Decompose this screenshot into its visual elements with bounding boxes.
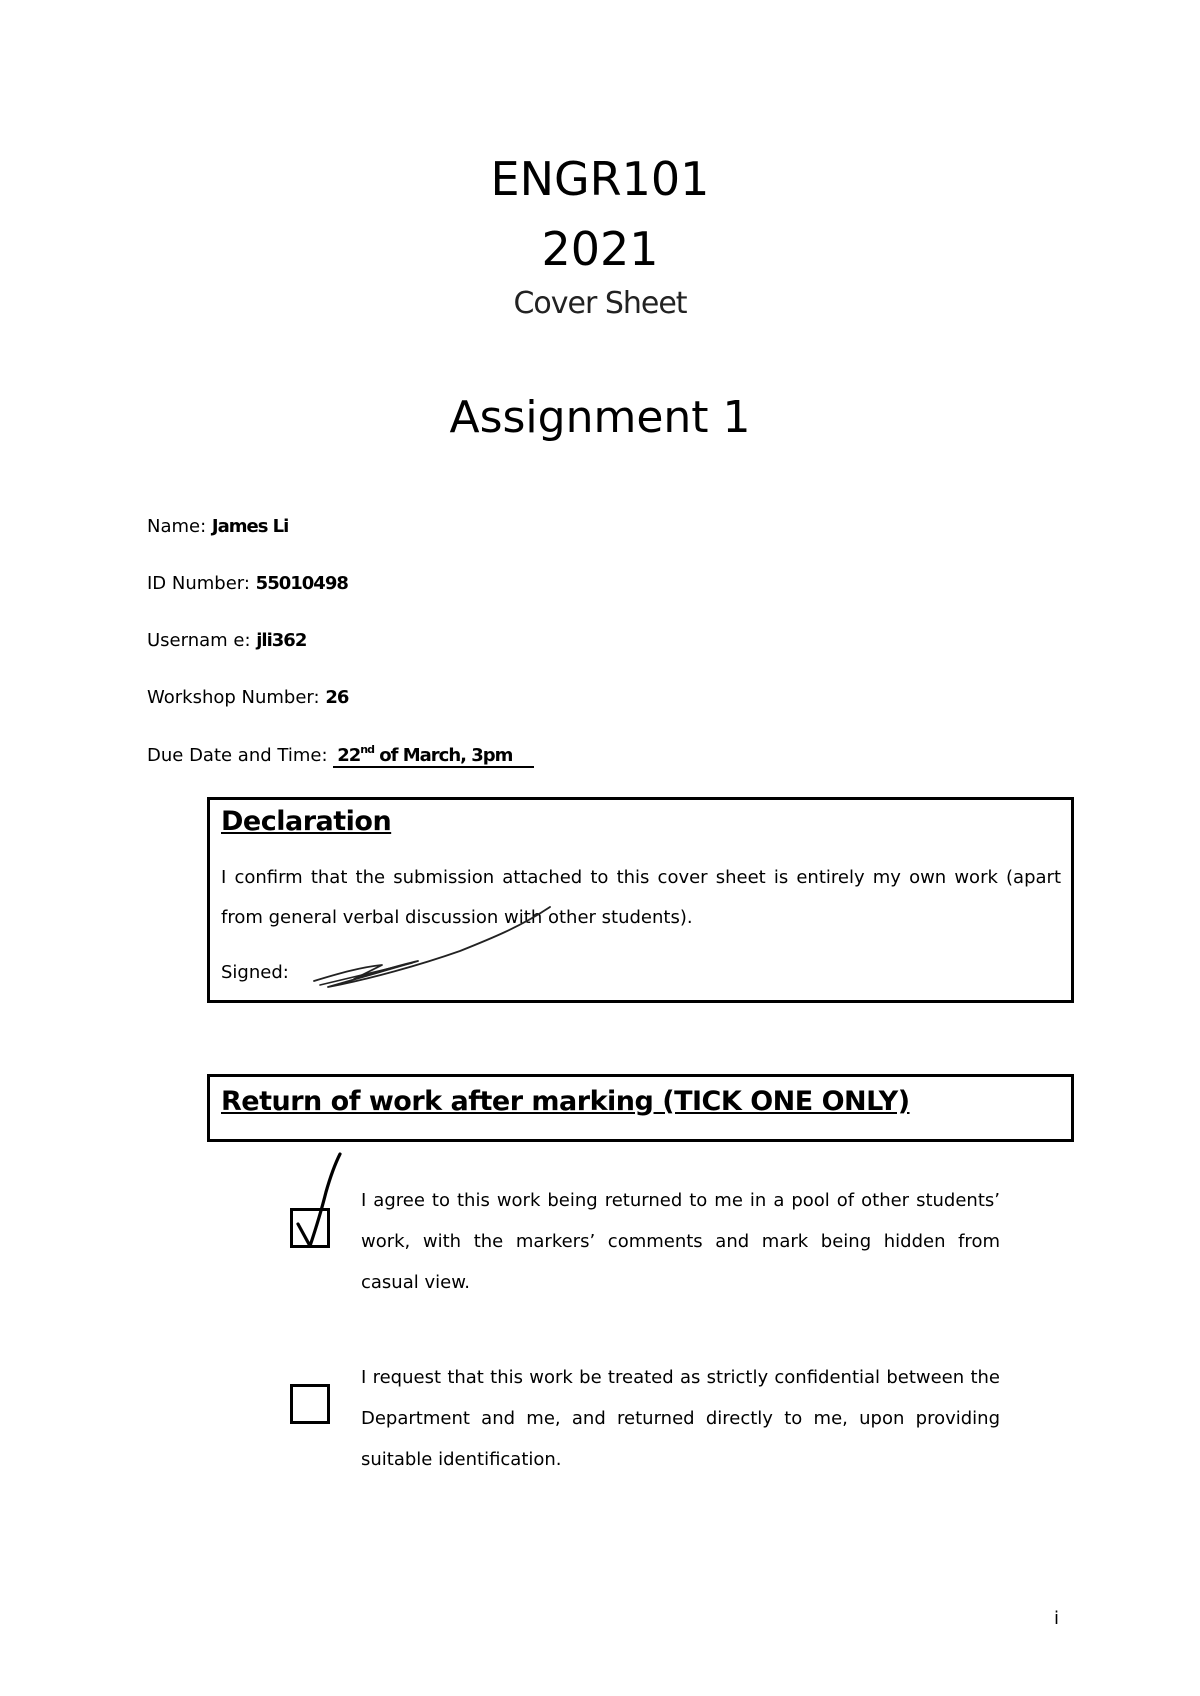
due-date-field (147, 743, 534, 766)
id-number-field (147, 573, 348, 594)
username-label: Usernam e: (147, 630, 257, 651)
name-value: James Li (211, 516, 289, 537)
declaration-text: I confirm that the submission attached to this cover sheet is entirely my own work (apart from general verbal discussion with other students). (221, 867, 1061, 928)
workshop-number-label: Workshop Number: (147, 687, 326, 708)
option-1-text: I agree to this work being returned to me in a pool of other students’ work, with the markers’ comments and mark being hidden from casual view. (361, 1190, 1000, 1293)
due-date-label: Due Date and Time: (147, 745, 334, 766)
due-day-suffix: nd (360, 743, 375, 756)
sheet-title: Cover Sheet (513, 286, 687, 321)
page-number: i (1054, 1608, 1060, 1629)
name-field (147, 516, 288, 537)
username-value: jli362 (256, 630, 307, 651)
signature-image (300, 893, 560, 1003)
id-number-label: ID Number: (147, 573, 256, 594)
declaration-heading: Declaration (221, 806, 392, 837)
tick-mark-icon (284, 1148, 354, 1258)
due-rest: of March, 3pm (374, 745, 513, 766)
workshop-number-value: 26 (325, 687, 349, 708)
signed-label: Signed: (221, 962, 289, 983)
due-day: 22 (337, 745, 361, 766)
option-2-checkbox[interactable] (290, 1384, 330, 1424)
course-code: ENGR101 (490, 152, 710, 206)
return-of-work-box (207, 1074, 1074, 1142)
due-date-value (333, 745, 534, 768)
username-field (147, 630, 306, 651)
id-number-value: 55010498 (255, 573, 348, 594)
option-2-text: I request that this work be treated as strictly confidential between the Department and me, and returned directly to me, upon providing suitable identification. (361, 1367, 1000, 1470)
assignment-title: Assignment 1 (449, 392, 751, 443)
return-of-work-heading: Return of work after marking (TICK ONE ONLY) (221, 1086, 910, 1117)
workshop-number-field (147, 687, 348, 708)
year: 2021 (541, 222, 659, 276)
name-label: Name: (147, 516, 212, 537)
